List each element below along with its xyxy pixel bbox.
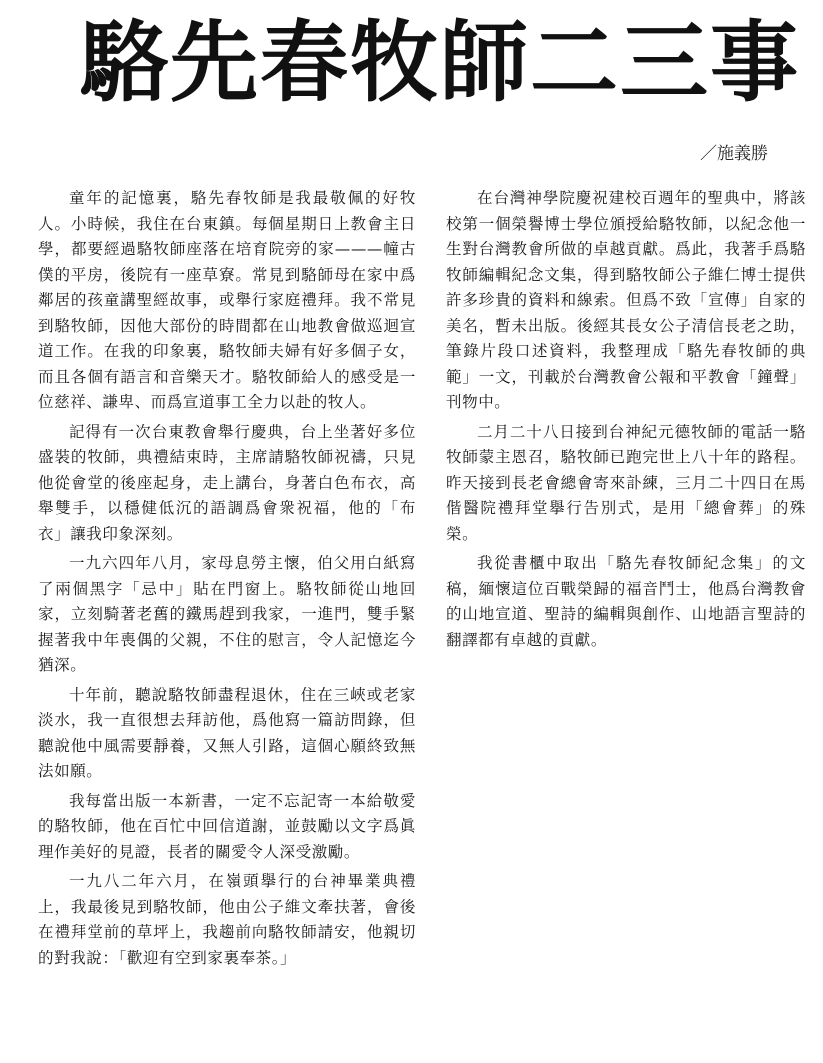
paragraph: 我每當出版一本新書，一定不忘記寄一本給敬愛的駱牧師，他在百忙中回信道謝，並鼓勵以文字爲眞理作美好的見證，長者的關愛令人深受激勵。	[38, 791, 416, 861]
paragraph: 童年的記憶裏，駱先春牧師是我最敬佩的好牧人。小時候，我住在台東鎮。每個星期日上教會主日學，都要經過駱牧師座落在培育院旁的家———幢古僕的平房，後院有一座草寮。常見到駱師母在家中爲鄰居的孩童講聖經故事，或舉行家庭禮拜。我不常見到駱牧師，因他大部份的時間都在山地教會做巡迴宣道工作。在我的印象裏，駱牧師夫婦有好多個子女，而且各個有語言和音樂天才。駱牧師給人的感受是一位慈祥、謙卑、而爲宣道事工全力以赴的牧人。	[38, 189, 416, 411]
article-title: 駱先春牧師二三事	[80, 11, 801, 114]
paragraph: 記得有一次台東教會舉行慶典，台上坐著好多位盛裝的牧師，典禮結束時，主席請駱牧師祝禱，只見他從會堂的後座起身，走上講台，身著白色布衣，高舉雙手，以穩健低沉的語調爲會衆祝福，他的「布衣」讓我印象深刻。	[38, 422, 416, 543]
left-column	[38, 186, 416, 975]
paragraph: 我從書櫃中取出「駱先春牧師紀念集」的文稿，緬懷這位百戰榮歸的福音鬥士，他爲台灣教會的山地宣道、聖詩的編輯與創作、山地語言聖詩的翻譯都有卓越的貢獻。	[446, 554, 806, 649]
paragraph: 在台灣神學院慶祝建校百週年的聖典中，將該校第一個榮譽博士學位頒授給駱牧師，以紀念他一生對台灣教會所做的卓越貢獻。爲此，我著手爲駱牧師編輯紀念文集，得到駱牧師公子維仁博士提供許多珍貴的資料和線索。但爲不致「宣傳」自家的美名，暫未出版。後經其長女公子清信長老之助，筆錄片段口述資料，我整理成「駱先春牧師的典範」一文，刊載於台灣教會公報和平教會「鐘聲」刊物中。	[446, 189, 806, 411]
paragraph: 十年前，聽說駱牧師盡程退休，住在三峽或老家淡水，我一直很想去拜訪他，爲他寫一篇訪問錄，但聽說他中風需要靜養，又無人引路，這個心願終致無法如願。	[38, 685, 416, 780]
right-column	[446, 186, 806, 657]
paragraph: 一九八二年六月，在嶺頭擧行的台神畢業典禮上，我最後見到駱牧師，他由公子維文牽扶著，會後在禮拜堂前的草坪上，我趨前向駱牧師請安，他親切的對我說：「歡迎有空到家裏奉茶。」	[38, 872, 416, 967]
author-byline: ／施義勝	[700, 144, 768, 164]
paragraph: 二月二十八日接到台神紀元德牧師的電話一駱牧師蒙主恩召，駱牧師已跑完世上八十年的路程。昨天接到長老會總會寄來訃練，三月二十四日在馬偕醫院禮拜堂擧行告別式，是用「總會葬」的殊榮。	[446, 422, 806, 543]
paragraph: 一九六四年八月，家母息勞主懷，伯父用白紙寫了兩個黑字「忌中」貼在門窗上。駱牧師從山地回家，立刻騎著老舊的鐵馬趕到我家，一進門，雙手緊握著我中年喪偶的父親，不住的慰言，令人記憶迄今猶深。	[38, 554, 416, 674]
